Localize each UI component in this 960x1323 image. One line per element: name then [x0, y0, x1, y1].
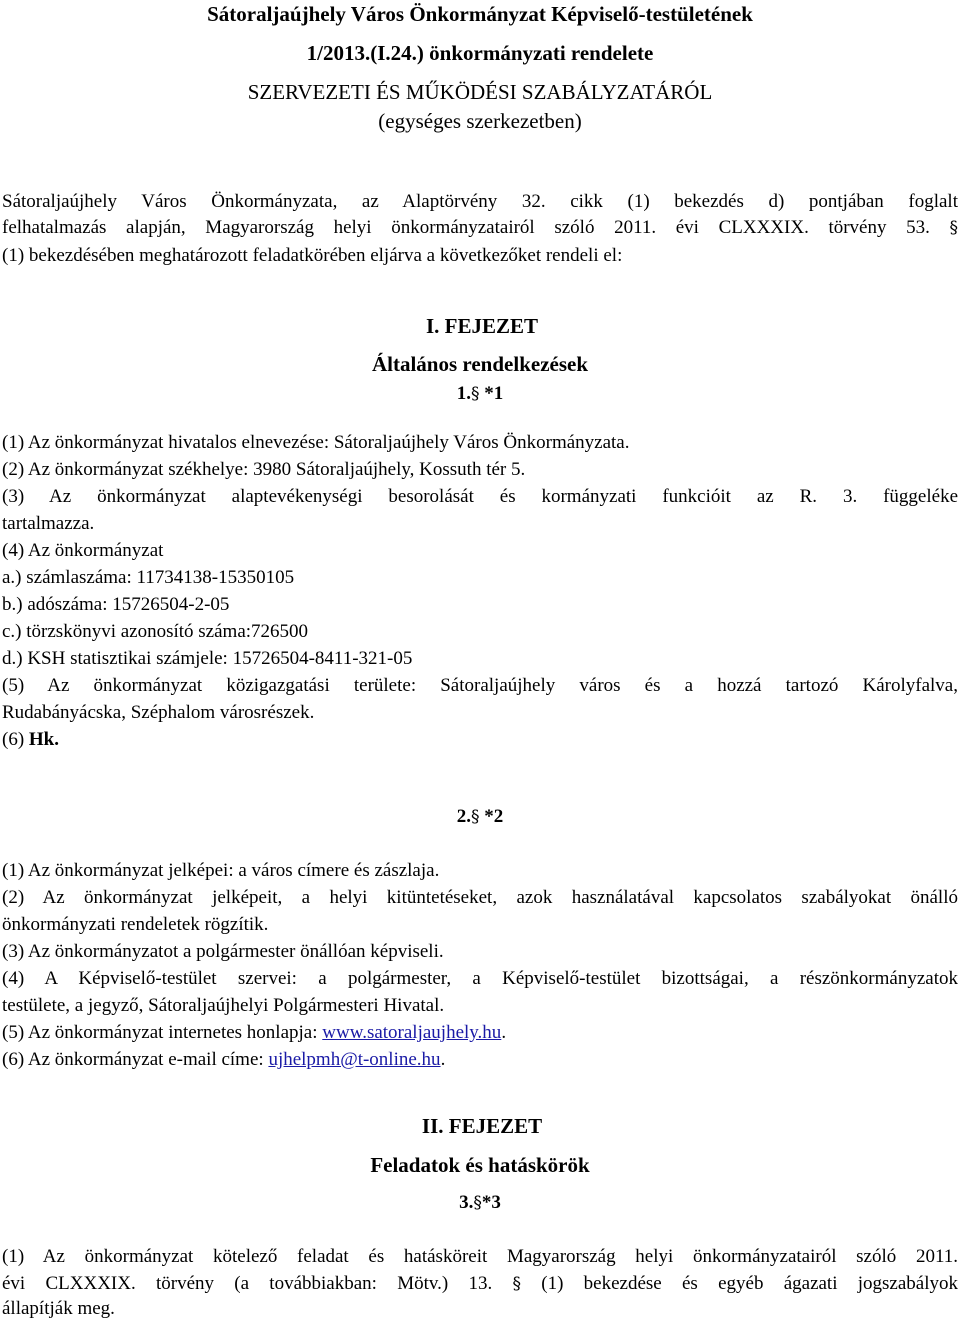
ch1-para-2: (2) Az önkormányzat székhelye: 3980 Sátoraljaújhely, Kossuth tér 5.: [2, 459, 526, 480]
paragraph-sign: §: [473, 1193, 482, 1213]
paragraph-sign: §: [471, 807, 480, 827]
section-2-heading: [0, 804, 960, 830]
section-2-ref: *2: [484, 806, 504, 827]
s2-para-6-prefix: (6) Az önkormányzat e-mail címe:: [2, 1049, 269, 1070]
s2-para-5-suffix: .: [501, 1022, 507, 1043]
ch1-para-4: (4) Az önkormányzat: [2, 540, 164, 561]
chapter-2-title: II. FEJEZET: [421, 1114, 543, 1138]
section-3-number: 3.: [459, 1192, 474, 1213]
s2-para-4-cont: testülete, a jegyző, Sátoraljaújhelyi Polgármesteri Hivatal.: [2, 995, 445, 1016]
ch2-line-3: állapítják meg.: [2, 1298, 115, 1319]
ch1-item-a: a.) számlaszáma: 11734138-15350105: [2, 567, 295, 588]
section-1-number: 1.: [456, 383, 471, 404]
header-line-4: (egységes szerkezetben): [378, 109, 582, 133]
s2-para-1: (1) Az önkormányzat jelképei: a város címere és zászlaja.: [2, 860, 440, 881]
s2-para-2: (2) Az önkormányzat jelképeit, a helyi kitüntetéseket, azok használatával kapcsolatos szabályokat önálló: [2, 887, 958, 908]
s2-para-5: [2, 1020, 506, 1046]
section-1-heading: [0, 381, 960, 407]
s2-para-2-cont: önkormányzati rendeletek rögzítik.: [2, 914, 269, 935]
s2-para-6: [2, 1047, 445, 1073]
ch1-item-c: c.) törzskönyvi azonosító száma:726500: [2, 621, 309, 642]
ch1-para-6-bold: Hk.: [28, 729, 60, 750]
ch1-para-5: (5) Az önkormányzat közigazgatási területe: Sátoraljaújhely város és a hozzá tartozó Károlyfalva,: [2, 675, 958, 696]
ch2-line-2-a: évi CLXXXIX. törvény (a továbbiakban: Mötv.) 13.: [2, 1273, 493, 1294]
ch1-para-5-cont: Rudabányácska, Széphalom városrészek.: [2, 702, 315, 723]
chapter-2-subtitle: Feladatok és hatáskörök: [370, 1153, 590, 1177]
preamble-line-3: (1) bekezdésében meghatározott feladatkörében eljárva a következőket rendeli el:: [2, 245, 623, 266]
section-3-ref: *3: [481, 1192, 501, 1213]
chapter-1-subtitle: Általános rendelkezések: [371, 352, 589, 376]
section-3-heading: [0, 1190, 960, 1216]
email-link[interactable]: ujhelpmh@t-online.hu: [268, 1049, 441, 1070]
header-line-3: SZERVEZETI ÉS MŰKÖDÉSI SZABÁLYZATÁRÓL: [247, 80, 713, 104]
s2-para-3: (3) Az önkormányzatot a polgármester önállóan képviseli.: [2, 941, 444, 962]
ch1-para-1: (1) Az önkormányzat hivatalos elnevezése: Sátoraljaújhely Város Önkormányzata.: [2, 432, 630, 453]
preamble-line-2-text: felhatalmazás alapján, Magyarország helyi önkormányzatairól szóló 2011. évi CLXXXIX. törvény 53.: [2, 217, 930, 238]
ch2-line-2: [2, 1271, 958, 1297]
ch2-line-2-b: (1) bekezdése és egyéb ágazati jogszabályok: [541, 1273, 959, 1294]
paragraph-sign: §: [949, 218, 959, 238]
ch1-para-3-cont: tartalmazza.: [2, 513, 95, 534]
ch1-item-d: d.) KSH statisztikai számjele: 15726504-8411-321-05: [2, 648, 413, 669]
section-2-number: 2.: [456, 806, 471, 827]
paragraph-sign: §: [471, 384, 480, 404]
preamble-line-1: Sátoraljaújhely Város Önkormányzata, az Alaptörvény 32. cikk (1) bekezdés d) pontjában foglalt: [2, 191, 958, 212]
ch1-para-3: (3) Az önkormányzat alaptevékenységi besorolását és kormányzati funkcióit az R. 3. függeléke: [2, 486, 958, 507]
s2-para-5-prefix: (5) Az önkormányzat internetes honlapja:: [2, 1022, 323, 1043]
s2-para-4: (4) A Képviselő-testület szervei: a polgármester, a Képviselő-testület bizottságai, a részönkormányzatok: [2, 968, 958, 989]
section-1-ref: *1: [484, 383, 504, 404]
paragraph-sign: §: [512, 1274, 521, 1294]
ch1-item-b: b.) adószáma: 15726504-2-05: [2, 594, 230, 615]
header-line-2: 1/2013.(I.24.) önkormányzati rendelete: [306, 41, 654, 65]
ch1-para-6: [2, 727, 59, 753]
s2-para-6-suffix: .: [440, 1049, 446, 1070]
ch1-para-6-prefix: (6): [2, 729, 29, 750]
website-link[interactable]: www.satoraljaujhely.hu: [322, 1022, 502, 1043]
chapter-1-title: I. FEJEZET: [425, 314, 539, 338]
ch2-line-1: (1) Az önkormányzat kötelező feladat és hatásköreit Magyarország helyi önkormányzatairól szóló 2011.: [2, 1246, 958, 1267]
header-line-1: Sátoraljaújhely Város Önkormányzat Képviselő-testületének: [207, 2, 753, 26]
preamble-line-2: [2, 215, 958, 241]
